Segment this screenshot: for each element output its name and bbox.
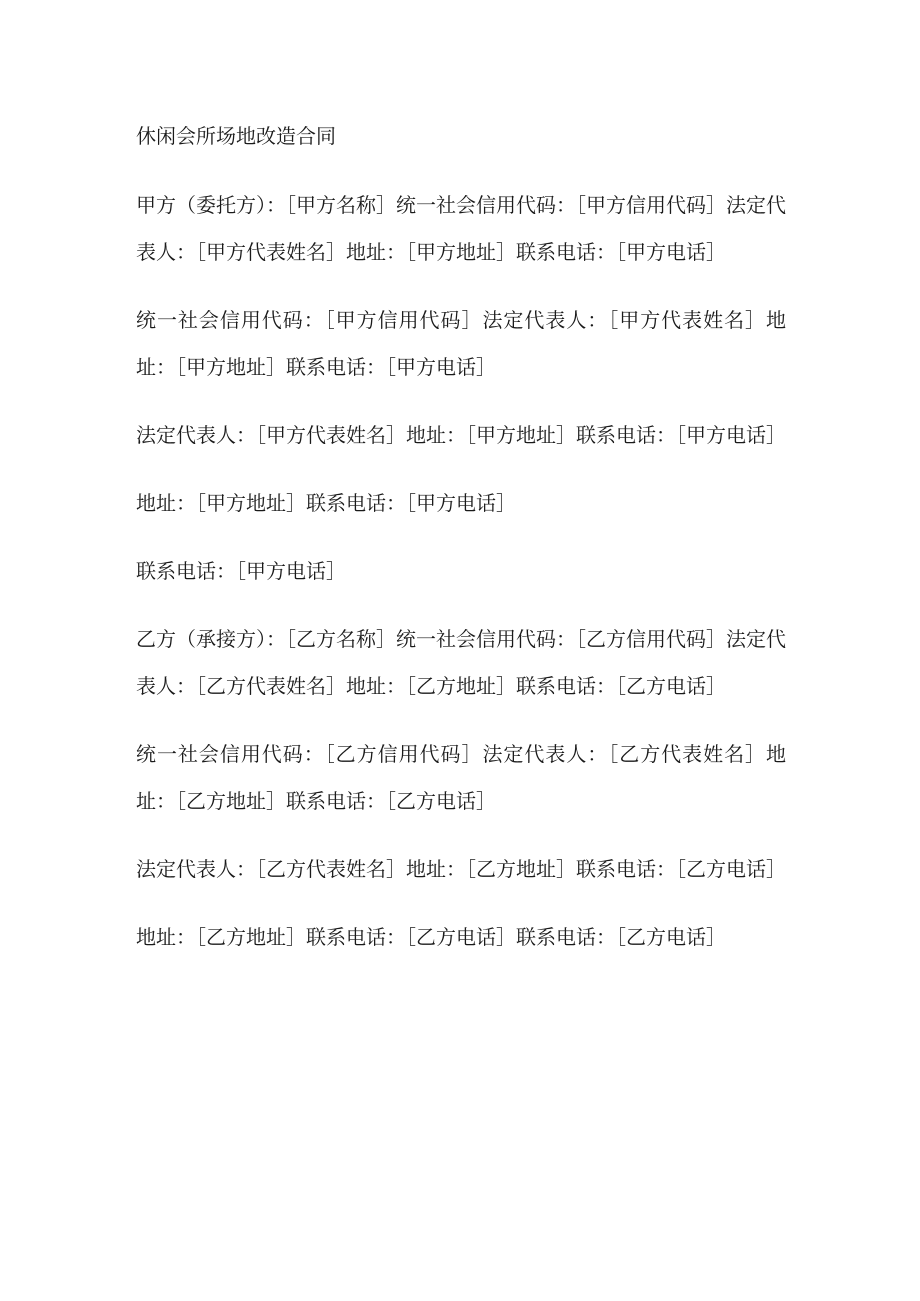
party-a-phone-paragraph: 联系电话：［甲方电话］ [136, 559, 346, 583]
party-b-address-paragraph: 地址：［乙方地址］联系电话：［乙方电话］联系电话：［乙方电话］ [136, 925, 726, 949]
party-a-full-info-paragraph: 甲方（委托方）：［甲方名称］统一社会信用代码：［甲方信用代码］法定代表人：［甲方代表姓名］地址：［甲方地址］联系电话：［甲方电话］ [136, 193, 786, 264]
party-b-full-info-paragraph: 乙方（承接方）：［乙方名称］统一社会信用代码：［乙方信用代码］法定代表人：［乙方代表姓名］地址：［乙方地址］联系电话：［乙方电话］ [136, 627, 786, 698]
party-a-representative-paragraph: 法定代表人：［甲方代表姓名］地址：［甲方地址］联系电话：［甲方电话］ [136, 423, 786, 447]
party-b-representative-paragraph: 法定代表人：［乙方代表姓名］地址：［乙方地址］联系电话：［乙方电话］ [136, 857, 786, 881]
document-body [136, 113, 786, 982]
document-title: 休闲会所场地改造合同 [136, 124, 336, 148]
party-a-credit-code-paragraph: 统一社会信用代码：［甲方信用代码］法定代表人：［甲方代表姓名］地址：［甲方地址］联系电话：［甲方电话］ [136, 308, 786, 379]
party-a-address-paragraph: 地址：［甲方地址］联系电话：［甲方电话］ [136, 491, 516, 515]
party-b-credit-code-paragraph: 统一社会信用代码：［乙方信用代码］法定代表人：［乙方代表姓名］地址：［乙方地址］联系电话：［乙方电话］ [136, 742, 786, 813]
